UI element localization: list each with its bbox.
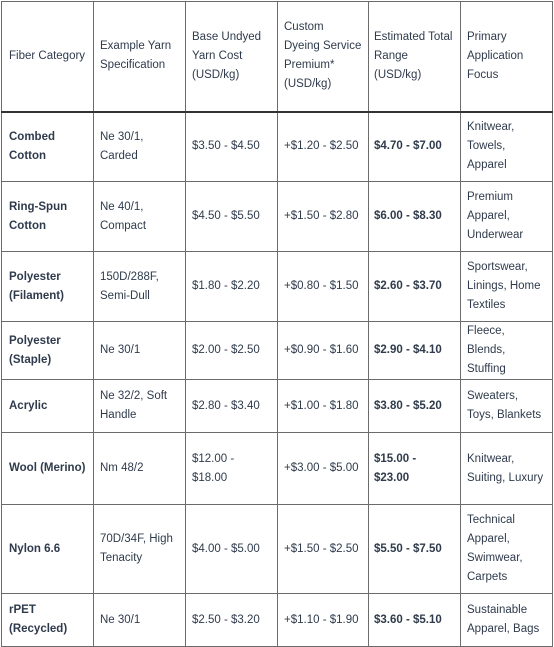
fiber-category-cell: Nylon 6.6 [2, 505, 94, 594]
dyeing-premium-cell: +$1.20 - $2.50 [278, 112, 369, 182]
header-yarn-specification: Example Yarn Specification [94, 2, 186, 112]
yarn-spec-cell: Nm 48/2 [94, 433, 186, 505]
application-focus-cell: Knitwear, Towels, Apparel [461, 112, 553, 182]
application-focus-cell: Fleece, Blends, Stuffing [461, 322, 553, 380]
dyeing-premium-cell: +$3.00 - $5.00 [278, 433, 369, 505]
table-row [2, 380, 553, 433]
yarn-spec-cell: Ne 30/1, Carded [94, 112, 186, 182]
fiber-category-cell: Combed Cotton [2, 112, 94, 182]
table-row [2, 322, 553, 380]
application-focus-cell: Sportswear, Linings, Home Textiles [461, 252, 553, 322]
header-fiber-category: Fiber Category [2, 2, 94, 112]
table-row [2, 252, 553, 322]
table-row [2, 505, 553, 594]
base-cost-cell: $2.00 - $2.50 [186, 322, 278, 380]
dyeing-premium-cell: +$1.50 - $2.50 [278, 505, 369, 594]
fiber-category-cell: Polyester (Filament) [2, 252, 94, 322]
base-cost-cell: $2.80 - $3.40 [186, 380, 278, 433]
dyeing-premium-cell: +$1.10 - $1.90 [278, 594, 369, 647]
application-focus-cell: Technical Apparel, Swimwear, Carpets [461, 505, 553, 594]
dyeing-premium-cell: +$1.00 - $1.80 [278, 380, 369, 433]
fiber-category-cell: Wool (Merino) [2, 433, 94, 505]
table-row [2, 182, 553, 252]
application-focus-cell: Sustainable Apparel, Bags [461, 594, 553, 647]
fiber-category-cell: rPET (Recycled) [2, 594, 94, 647]
base-cost-cell: $12.00 - $18.00 [186, 433, 278, 505]
dyeing-premium-cell: +$0.80 - $1.50 [278, 252, 369, 322]
table-row [2, 433, 553, 505]
base-cost-cell: $1.80 - $2.20 [186, 252, 278, 322]
application-focus-cell: Premium Apparel, Underwear [461, 182, 553, 252]
header-base-cost: Base Undyed Yarn Cost (USD/kg) [186, 2, 278, 112]
yarn-spec-cell: Ne 32/2, Soft Handle [94, 380, 186, 433]
total-range-cell: $6.00 - $8.30 [369, 182, 461, 252]
yarn-spec-cell: Ne 30/1 [94, 322, 186, 380]
fiber-category-cell: Acrylic [2, 380, 94, 433]
total-range-cell: $3.80 - $5.20 [369, 380, 461, 433]
total-range-cell: $4.70 - $7.00 [369, 112, 461, 182]
base-cost-cell: $4.50 - $5.50 [186, 182, 278, 252]
header-dyeing-premium: Custom Dyeing Service Premium* (USD/kg) [278, 2, 369, 112]
total-range-cell: $5.50 - $7.50 [369, 505, 461, 594]
yarn-cost-table [1, 1, 553, 647]
yarn-spec-cell: Ne 40/1, Compact [94, 182, 186, 252]
header-application-focus: Primary Application Focus [461, 2, 553, 112]
base-cost-cell: $2.50 - $3.20 [186, 594, 278, 647]
yarn-spec-cell: Ne 30/1 [94, 594, 186, 647]
total-range-cell: $15.00 - $23.00 [369, 433, 461, 505]
total-range-cell: $2.60 - $3.70 [369, 252, 461, 322]
table-row [2, 112, 553, 182]
dyeing-premium-cell: +$0.90 - $1.60 [278, 322, 369, 380]
base-cost-cell: $3.50 - $4.50 [186, 112, 278, 182]
fiber-category-cell: Ring-Spun Cotton [2, 182, 94, 252]
dyeing-premium-cell: +$1.50 - $2.80 [278, 182, 369, 252]
fiber-category-cell: Polyester (Staple) [2, 322, 94, 380]
header-row [2, 2, 553, 112]
application-focus-cell: Sweaters, Toys, Blankets [461, 380, 553, 433]
total-range-cell: $2.90 - $4.10 [369, 322, 461, 380]
yarn-spec-cell: 70D/34F, High Tenacity [94, 505, 186, 594]
total-range-cell: $3.60 - $5.10 [369, 594, 461, 647]
application-focus-cell: Knitwear, Suiting, Luxury [461, 433, 553, 505]
yarn-spec-cell: 150D/288F, Semi-Dull [94, 252, 186, 322]
header-total-range: Estimated Total Range (USD/kg) [369, 2, 461, 112]
base-cost-cell: $4.00 - $5.00 [186, 505, 278, 594]
